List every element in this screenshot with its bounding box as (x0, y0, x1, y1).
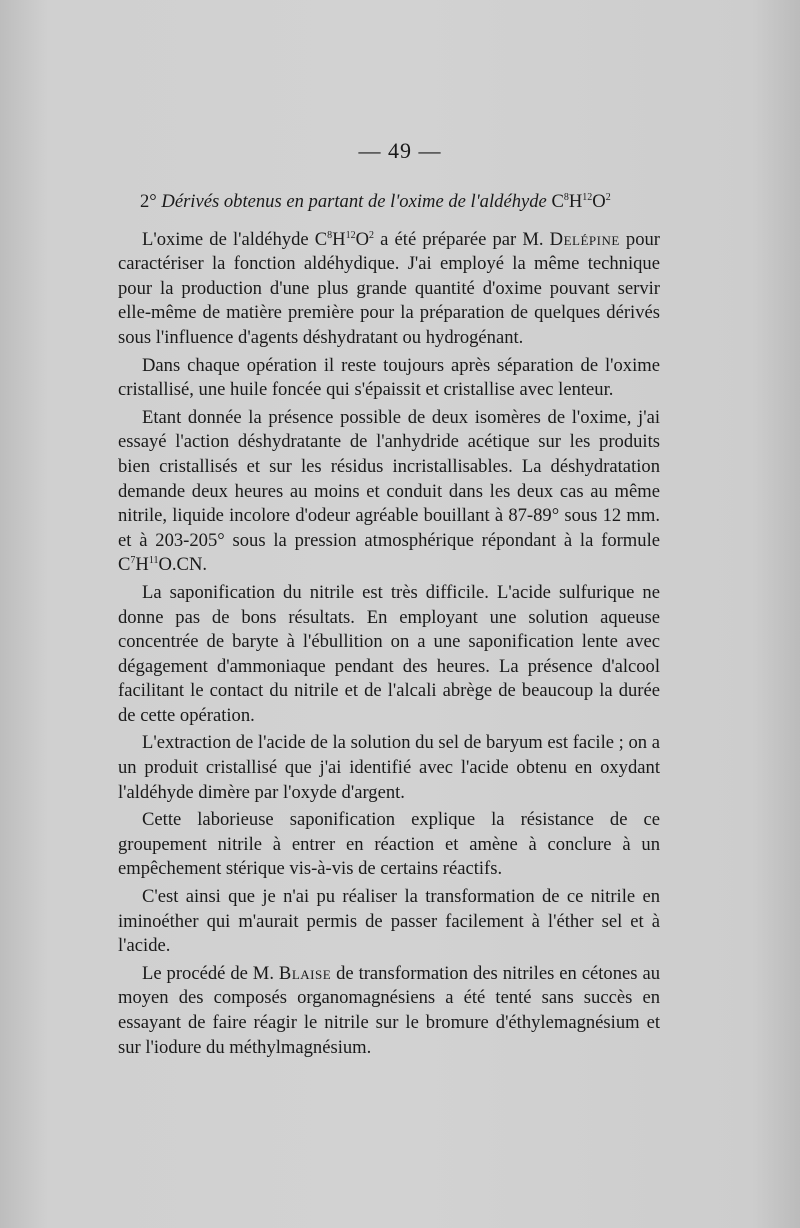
paragraph-5: L'extraction de l'acide de la solution du sel de baryum est facile ; on a un produit cristallisé que j'ai identifié avec l'acide obtenu en oxydant l'aldéhyde dimère par l'oxyde d'argent. (118, 732, 660, 803)
heading-formula-o: O (592, 191, 606, 212)
body-text (118, 190, 660, 1063)
paragraph-8-text-a: Le procédé de M. (142, 962, 279, 984)
paragraph-8 (118, 962, 660, 1060)
paragraph-1-text-b: a été préparée par M. (374, 228, 550, 250)
paragraph-4: La saponification du nitrile est très difficile. L'acide sulfurique ne donne pas de bons résultats. En employant une solution aqueuse concentrée de baryte à l'ébullition on a une saponification lente avec dégagement d'ammoniaque pendant des heures. La présence d'alcool facilitant le contact du nitrile et de l'alcali abrège de beaucoup la durée de cette opération. (118, 581, 660, 726)
heading-italic-text: Dérivés obtenus en partant de l'oxime de l'aldéhyde (161, 191, 547, 212)
author-name-delepine: Delépine (549, 228, 620, 250)
section-heading (140, 190, 660, 215)
heading-formula-h: H (568, 191, 583, 212)
formula-h: H (135, 554, 149, 576)
heading-formula-sup: 8 (563, 192, 569, 203)
paragraph-3-text-a: Etant donnée la présence possible de deux isomères de l'oxime, j'ai essayé l'action déshydratante de l'anhydride acétique sur les produits bien cristallisés et sur les résidus incristallisables. La déshydratation demande deux heures au moins et conduit dans les deux cas au même nitrile, liquide incolore d'odeur agréable bouillant à 87-89° sous 12 mm. et à 203-205° sous la pression atmosphérique répondant à la formule C (118, 406, 660, 576)
paragraph-1 (118, 228, 660, 351)
formula-h: H (332, 228, 346, 250)
author-name-blaise: Blaise (278, 962, 332, 984)
formula-sup: 7 (130, 555, 136, 567)
page-number: — 49 — (358, 138, 442, 163)
paragraph-2: Dans chaque opération il reste toujours après séparation de l'oxime cristallisé, une huile foncée qui s'épaissit et cristallise avec lenteur. (118, 354, 660, 401)
heading-formula-sup: 12 (582, 192, 593, 203)
paragraph-1-text-a: L'oxime de l'aldéhyde C (142, 228, 328, 250)
heading-formula-sup: 2 (605, 192, 611, 203)
formula-sup: 11 (148, 555, 159, 567)
paragraph-6: Cette laborieuse saponification explique la résistance de ce groupement nitrile à entrer en réaction et amène à conclure à un empêchement stérique vis-à-vis de certains réactifs. (118, 809, 660, 880)
formula-sup: 8 (327, 229, 333, 241)
formula-sup: 2 (369, 229, 375, 241)
formula-o: O (355, 228, 370, 250)
paragraph-3 (118, 406, 660, 578)
paragraph-1-text-c: pour caractériser la fonction aldéhydique. J'ai employé la même technique pour la production d'une plus grande quantité d'oxime pouvant servir elle-même de matière première pour la préparation de quelques dérivés sous l'influence d'agents déshydratant ou hydrogénant. (118, 228, 660, 348)
paragraph-7: C'est ainsi que je n'ai pu réaliser la transformation de ce nitrile en iminoéther qui m'aurait permis de passer facilement à l'éther sel et à l'acide. (118, 886, 660, 957)
heading-formula-c: C (546, 191, 564, 212)
paragraph-8-text-b: de transformation des nitriles en cétones au moyen des composés organomagnésiens a été tenté sans succès en essayant de faire réagir le nitrile sur le bromure d'éthylemagnésium et sur l'iodure du méthylmagnésium. (118, 962, 660, 1058)
heading-prefix: 2° (140, 191, 162, 212)
paragraph-3-text-c: O.CN. (158, 554, 208, 576)
formula-sup: 12 (345, 229, 356, 241)
